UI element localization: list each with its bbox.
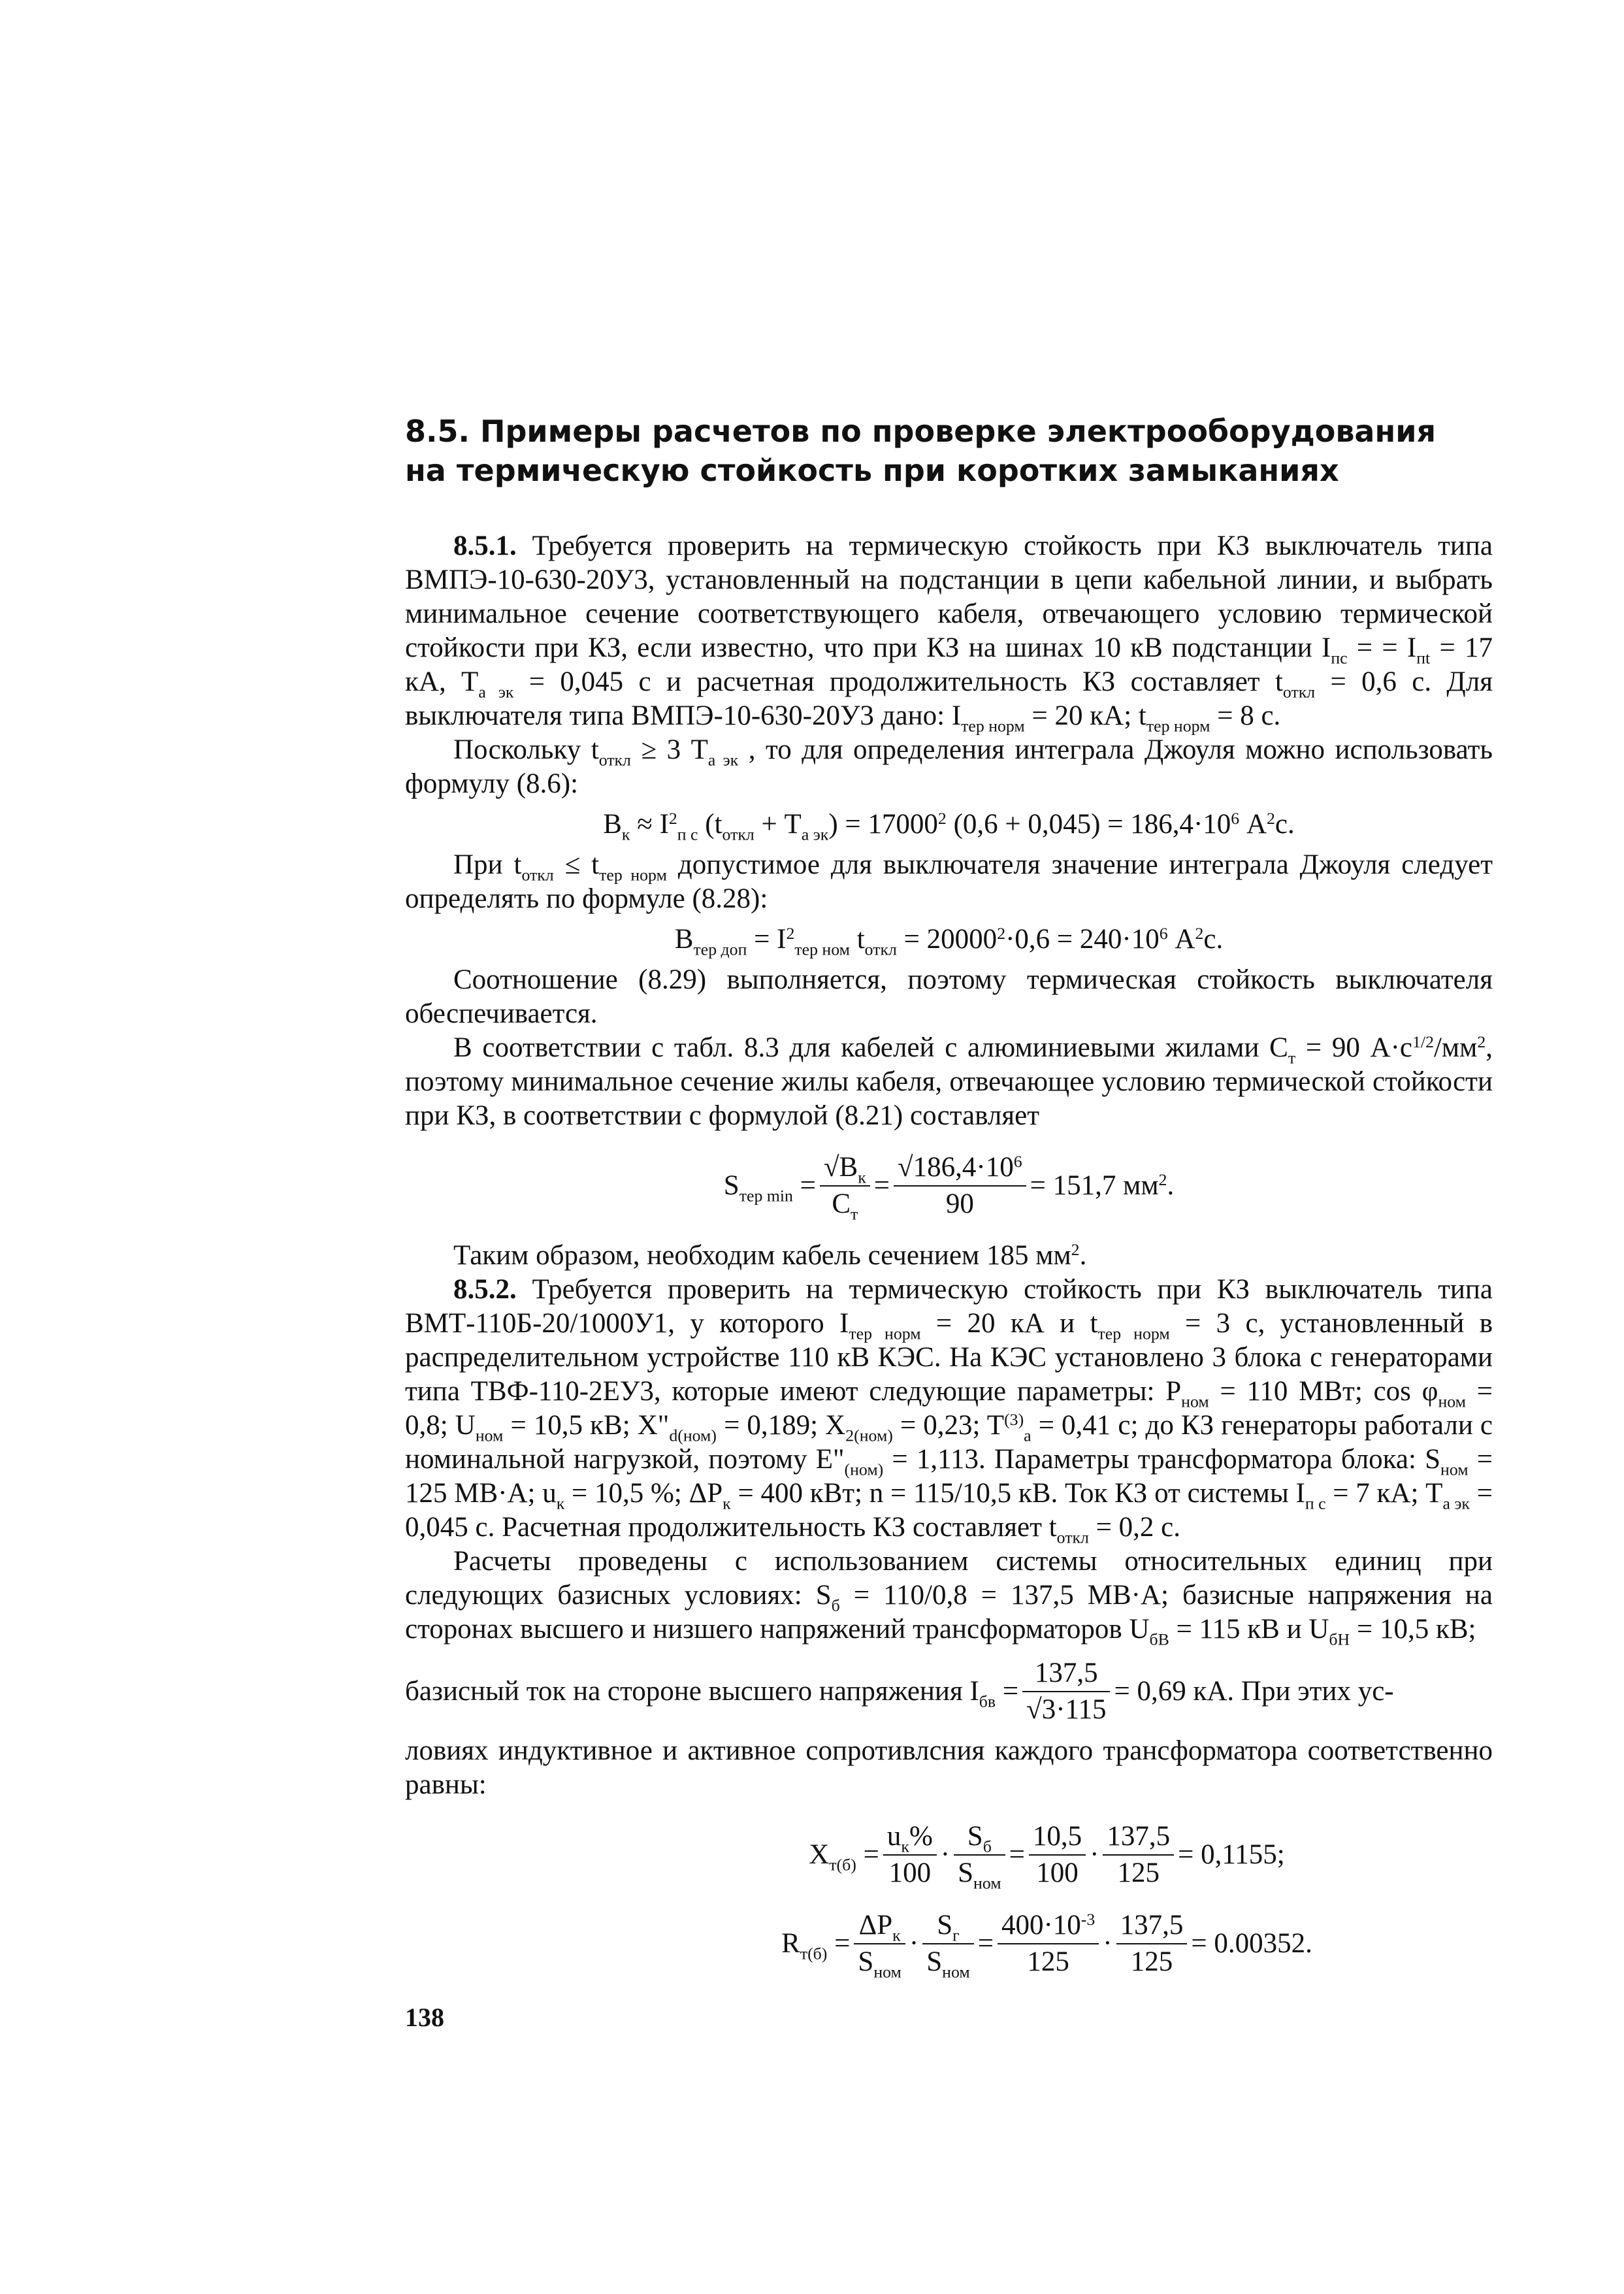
eqx-n4: 137,5 (1103, 1819, 1174, 1856)
eq3-rhs: = 151,7 $мм^2$. (1030, 1170, 1175, 1201)
eqx-dot-2: · (1090, 1839, 1099, 1870)
equation-resistance (601, 1908, 1493, 1980)
section-heading (405, 412, 1493, 490)
eqr-d3: 125 (1027, 1946, 1069, 1977)
eqx-dot-1: · (940, 1839, 950, 1870)
example-1-p6: Таким образом, необходим кабель сечением 185 $мм^2$. (453, 1239, 1087, 1271)
base-current-line (405, 1656, 1493, 1728)
example-2-p2: Расчеты проведены с использованием системы относительных единиц при следующих базисных условиях: $S_б = 110/0,8 = 137,5$ МВ·А; базисные напряжения на сторонах высшего и низшего напряжений трансформаторов $U_{бВ} = 115$ кВ и $U_{бН} = 10,5$ кВ; (405, 1546, 1493, 1649)
eq3-num-1: $√B_к$ (820, 1150, 870, 1187)
eqx-frac-2 (954, 1819, 1005, 1891)
eq3-den-2: 90 (945, 1188, 974, 1219)
eqx-d2: $S_{ном}$ (958, 1858, 1001, 1893)
eqr-n3: $400\cdot 10^{-3}$ (998, 1908, 1099, 1944)
eqr-n2: $S_г$ (922, 1908, 973, 1944)
eqx-lhs: $X_{т(б)}$ = (809, 1839, 879, 1875)
base-current-left: базисный ток на стороне высшего напряжения $I_{бв}$ = (405, 1676, 1019, 1711)
heading-line-1: 8.5. Примеры расчетов по проверке электрооборудования (405, 414, 1437, 449)
eqx-frac-3 (1029, 1819, 1086, 1891)
eqr-equals: = (977, 1928, 994, 1959)
heading-line-2: на термическую стойкость при коротких замыканиях (405, 453, 1339, 488)
example-1-text: Требуется проверить на термическую стойкость при КЗ выключатель типа ВМПЭ-10-630-20У3, установленный на подстанции в цепи кабельной линии, и выбрать минимальное сечение соответствующего кабеля, отвечающего условию термической стойкости при КЗ, если известно, что при КЗ на шинах 10 кВ подстанции $I_{пс}$ = = $I_{пt} = 17$ кА, $T_{а эк} = 0,045$ с и расчетная продолжительность КЗ составляет $t_{откл} = 0,6$ с. Для выключателя типа ВМПЭ-10-630-20У3 дано: $I_{тер норм} = 20$ кА; $t_{тер норм} = 8$ с. (405, 531, 1493, 736)
example-1-p4: Соотношение (8.29) выполняется, поэтому термическая стойкость выключателя обеспечивается. (405, 964, 1493, 1029)
eq3-frac-1 (820, 1150, 870, 1222)
eqr-d1: $S_{ном}$ (858, 1946, 901, 1982)
eqr-frac-2 (922, 1908, 973, 1980)
eq3-lhs: $S_{тер min}$ = (723, 1170, 816, 1205)
eqx-rhs: = 0,1155; (1178, 1839, 1285, 1870)
eqx-d1: 100 (888, 1858, 932, 1888)
eqx-frac-1 (883, 1819, 937, 1891)
example-2-paragraph (405, 1273, 1493, 1545)
eq3-equals: = (873, 1170, 890, 1201)
example-2-p4: ловиях индуктивное и активное сопротивлсния каждого трансформатора соответственно равны: (405, 1735, 1493, 1800)
eqx-d3: 100 (1036, 1858, 1079, 1888)
base-current-right: = 0,69 кА. При этих ус- (1114, 1676, 1394, 1707)
eqx-n1: $u_к\%$ (883, 1819, 937, 1856)
eqr-n4: 137,5 (1116, 1908, 1188, 1944)
eqx-frac-4 (1103, 1819, 1174, 1891)
page-number: 138 (405, 2003, 444, 2032)
eqr-frac-3 (998, 1908, 1099, 1980)
example-1-p5: В соответствии с табл. 8.3 для кабелей с алюминиевыми жилами $C_т = 90$ $А\cdot с^{1/2}/мм^2$, поэтому минимальное сечение жилы кабеля, отвечающее условию термической стойкости при КЗ, в соответствии с формулой (8.21) составляет (405, 1032, 1493, 1131)
eq3-frac-2 (894, 1150, 1026, 1222)
eq3-num-2: $√186,4\cdot 10^6$ (894, 1150, 1026, 1187)
eqr-n1: $\Delta P_к$ (854, 1908, 905, 1944)
example-1-paragraph (405, 529, 1493, 736)
eqr-frac-1 (854, 1908, 905, 1980)
eqr-d4: 125 (1130, 1946, 1173, 1977)
equation-min-section (405, 1150, 1493, 1222)
eq3-den-1: $C_т$ (832, 1188, 858, 1224)
equation-reactance (601, 1819, 1493, 1891)
base-current-den: √3·115 (1026, 1694, 1107, 1725)
eqx-equals: = (1009, 1839, 1025, 1870)
example-2-number: 8.5.2. (453, 1274, 517, 1305)
eqr-frac-4 (1116, 1908, 1188, 1980)
equation-allowed-joule: $B_{тер доп} = I^2_{тер ном}$ $t_{откл} = 20000^2\cdot 0,6 = 240\cdot 10^6$ $А^2с$. (674, 923, 1224, 959)
example-1-p2: Поскольку $t_{откл} \ge 3$ $T_{а эк}$ , то для определения интеграла Джоуля можно использовать формулу (8.6): (405, 734, 1493, 799)
eqr-lhs: $R_{т(б)}$ = (781, 1928, 851, 1963)
example-1-number: 8.5.1. (453, 531, 517, 561)
eqx-n2: $S_б$ (954, 1819, 1005, 1856)
example-2-text: Требуется проверить на термическую стойкость при КЗ выключатель типа ВМТ-110Б-20/1000У1, у которого $I_{тер норм} = 20$ кА и $t_{тер норм} = 3$ с, установленный в распределительном устройстве 110 кВ КЭС. На КЭС установлено 3 блока с генераторами типа ТВФ-110-2ЕУ3, которые имеют следующие параметры: $P_{ном} = 110$ МВт; $\cos \varphi_{ном} = 0,8$; $U_{ном} = 10,5$ кВ; $X"_{d(ном)} = 0,189$; $X_{2(ном)} = 0,23$; $T^{(3)}_а = 0,41$ с; до КЗ генераторы работали с номинальной нагрузкой, поэтому $E"_{(ном)} = 1,113$. Параметры трансформатора блока: $S_{ном} = 125$ МВ·А; $u_к = 10,5$ %; $\Delta P_к = 400$ кВт; n = 115/10,5 кВ. Ток КЗ от системы $I_{п с} = 7$ кА; $T_{а эк} = 0,045$ с. Расчетная продолжительность КЗ составляет $t_{откл} = 0,2$ с. (405, 1274, 1493, 1547)
eqx-n3: 10,5 (1029, 1819, 1086, 1856)
eqr-dot-2: · (1103, 1928, 1112, 1959)
eqx-d4: 125 (1117, 1858, 1160, 1888)
eqr-d2: $S_{ном}$ (926, 1946, 970, 1982)
page-body (405, 412, 1493, 1997)
base-current-frac (1022, 1656, 1110, 1728)
example-1-p3: При $t_{откл} \le t_{тер норм}$ допустимое для выключателя значение интеграла Джоуля следует определять по формуле (8.28): (405, 849, 1493, 914)
equation-joule-integral: $B_к \approx I^2_{п с}$ $(t_{откл} + T_{а эк}) = 17000^2$ $(0,6 + 0,045) = 186,4\cdot 10^6$ $А^2с$. (603, 808, 1295, 844)
eqr-rhs: = 0.00352. (1191, 1928, 1312, 1959)
base-current-num: 137,5 (1022, 1656, 1110, 1692)
eqr-dot-1: · (909, 1928, 919, 1959)
